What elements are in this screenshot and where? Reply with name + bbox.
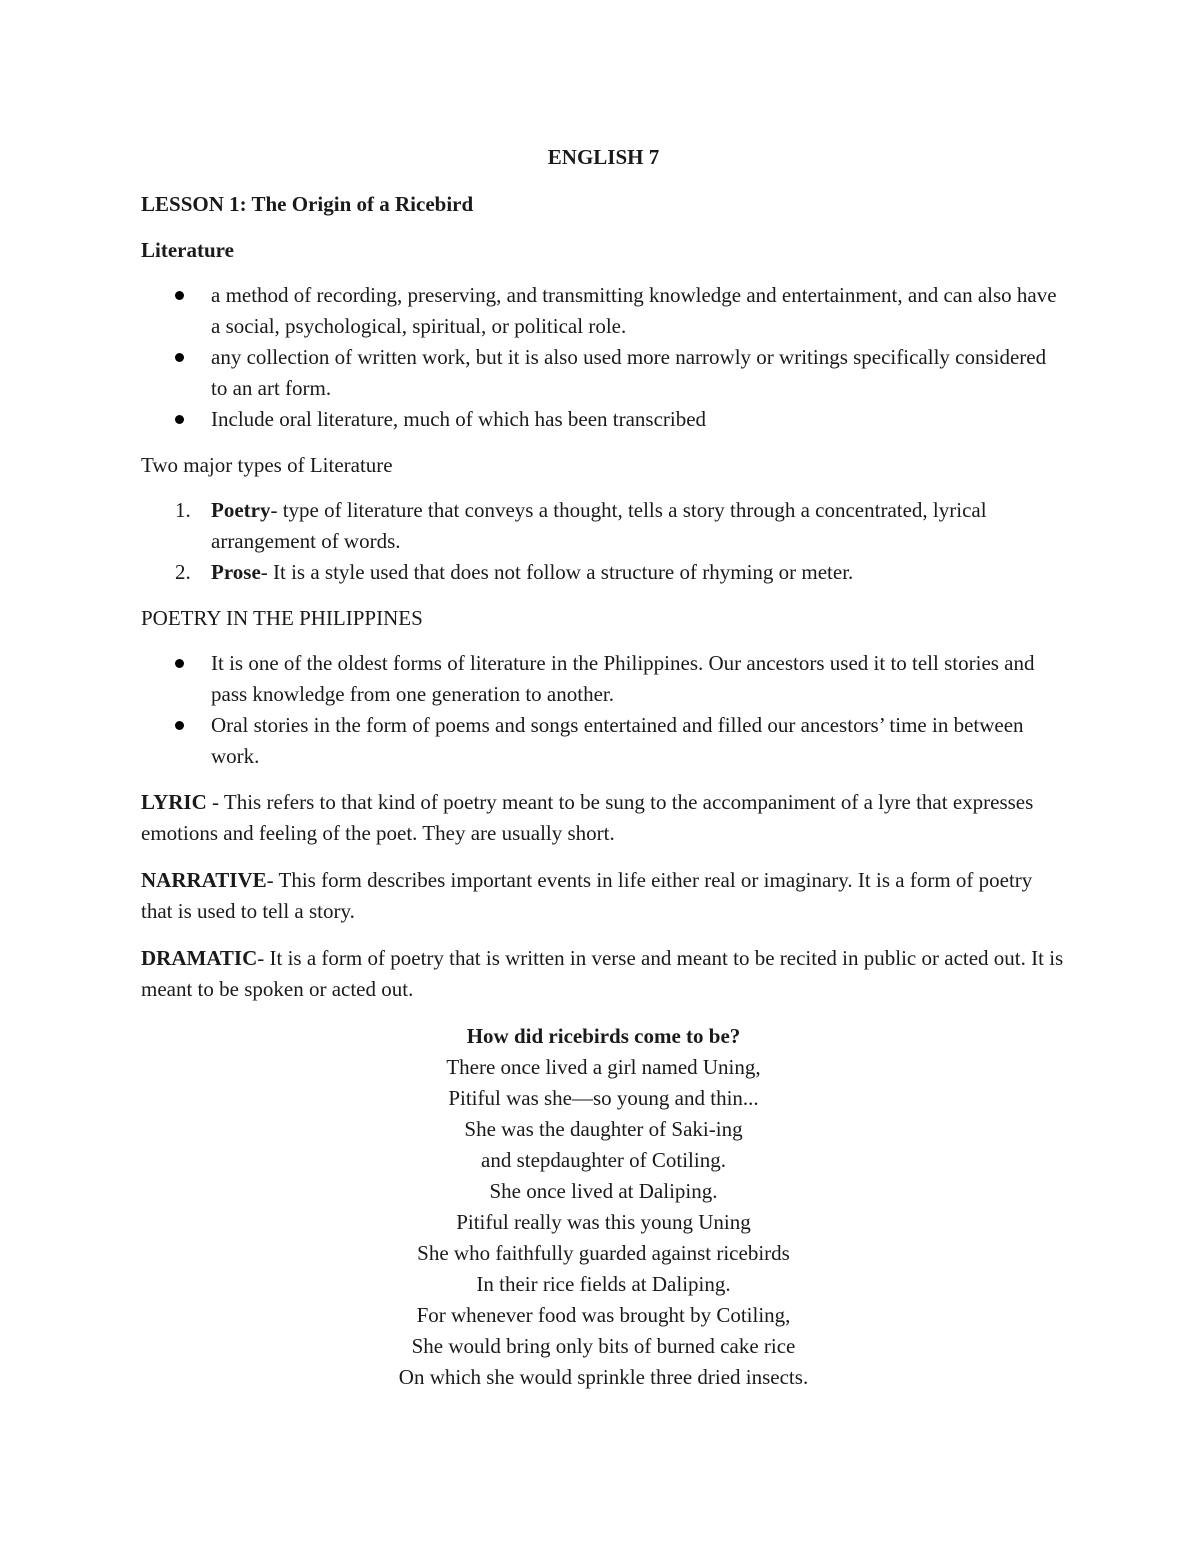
poem-line: For whenever food was brought by Cotiling, <box>416 1303 791 1327</box>
lyric-paragraph <box>141 787 1066 849</box>
definition: - This form describes important events in life either real or imaginary. It is a form of poetry that is used to tell a story. <box>141 868 1033 923</box>
list-item <box>141 648 1066 710</box>
philippines-heading: POETRY IN THE PHILIPPINES <box>141 606 423 630</box>
lesson-label: LESSON 1: <box>141 192 247 216</box>
poem-line: and stepdaughter of Cotiling. <box>481 1148 726 1172</box>
poem-line: Pitiful was she—so young and thin... <box>448 1086 759 1110</box>
list-item <box>141 280 1066 342</box>
poem-line: On which she would sprinkle three dried insects. <box>398 1365 809 1389</box>
narrative-paragraph <box>141 865 1066 927</box>
list-item <box>141 404 1066 435</box>
document-title: ENGLISH 7 <box>547 145 660 169</box>
types-numbered-list <box>141 495 1066 588</box>
dramatic-paragraph <box>141 943 1066 1005</box>
poem-line: She was the daughter of Saki-ing <box>464 1117 743 1141</box>
list-item-text: It is one of the oldest forms of literature in the Philippines. Our ancestors used it to tell stories and pass knowledge from one generation to another. <box>211 651 1035 706</box>
lesson-heading <box>141 189 1066 220</box>
term: NARRATIVE <box>141 868 267 892</box>
document-body <box>141 142 1066 1393</box>
bullet-dot-icon <box>175 415 184 424</box>
poem-line: She would bring only bits of burned cake rice <box>411 1334 796 1358</box>
definition: - This refers to that kind of poetry meant to be sung to the accompaniment of a lyre that expresses emotions and feeling of the poet. They are usually short. <box>141 790 1034 845</box>
term: Poetry <box>211 498 271 522</box>
poem-line: Pitiful really was this young Uning <box>456 1210 751 1234</box>
bullet-dot-icon <box>175 721 184 730</box>
types-heading: Two major types of Literature <box>141 453 393 477</box>
list-item <box>141 710 1066 772</box>
list-item-text: Include oral literature, much of which has been transcribed <box>211 407 707 431</box>
list-item-text: a method of recording, preserving, and transmitting knowledge and entertainment, and can also have a social, psychological, spiritual, or political role. <box>211 283 1057 338</box>
list-item-text: any collection of written work, but it is also used more narrowly or writings specifically considered to an art form. <box>211 345 1047 400</box>
definition: - type of literature that conveys a thought, tells a story through a concentrated, lyrical arrangement of words. <box>211 498 987 553</box>
definition: - It is a style used that does not follow a structure of rhyming or meter. <box>260 560 854 584</box>
list-item-text: Oral stories in the form of poems and songs entertained and filled our ancestors’ time in between work. <box>211 713 1024 768</box>
literature-heading: Literature <box>141 238 234 262</box>
poem-line: In their rice fields at Daliping. <box>476 1272 731 1296</box>
bullet-dot-icon <box>175 353 184 362</box>
list-item <box>141 495 1066 557</box>
literature-bullet-list <box>141 280 1066 435</box>
poem-line: She who faithfully guarded against ricebirds <box>417 1241 790 1265</box>
bullet-dot-icon <box>175 291 184 300</box>
list-item <box>141 557 1066 588</box>
term: DRAMATIC <box>141 946 258 970</box>
lesson-name: The Origin of a Ricebird <box>251 192 474 216</box>
term: Prose <box>211 560 261 584</box>
poem <box>141 1021 1066 1393</box>
term: LYRIC <box>141 790 207 814</box>
list-number: 2. <box>175 560 191 584</box>
definition: - It is a form of poetry that is written in verse and meant to be recited in public or acted out. It is meant to be spoken or acted out. <box>141 946 1064 1001</box>
bullet-dot-icon <box>175 659 184 668</box>
poem-line: There once lived a girl named Uning, <box>446 1055 761 1079</box>
list-number: 1. <box>175 498 191 522</box>
philippines-bullet-list <box>141 648 1066 772</box>
list-item <box>141 342 1066 404</box>
poem-title: How did ricebirds come to be? <box>466 1024 741 1048</box>
poem-line: She once lived at Daliping. <box>489 1179 718 1203</box>
